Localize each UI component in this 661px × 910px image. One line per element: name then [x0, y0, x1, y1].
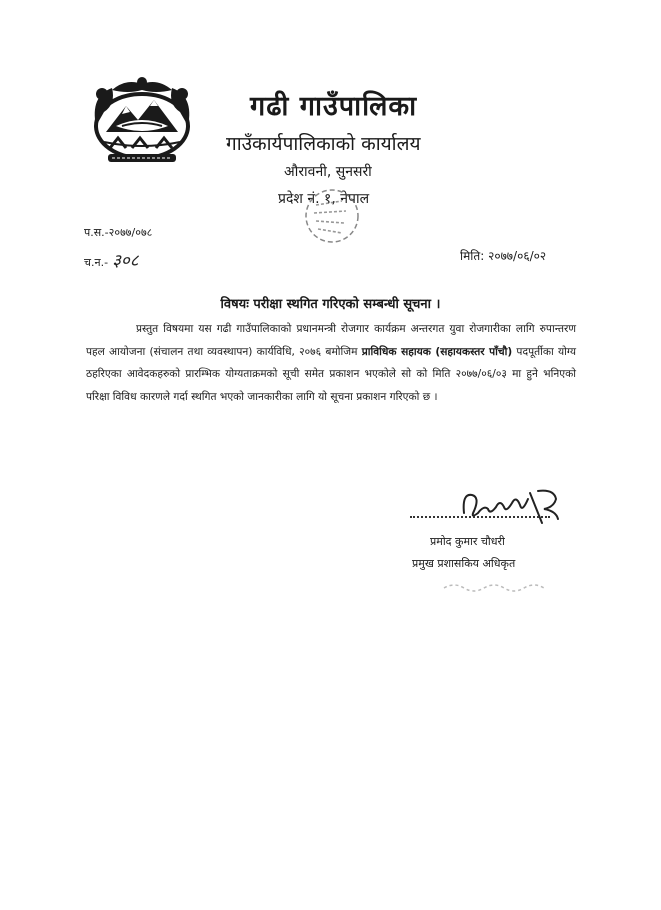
notice-body-part1: प्रस्तुत विषयमा यस गढी गाउँपालिकाको प्रधानमन्त्री रोजगार कार्यक्रम अन्तरगत युवा रोजगारीका लागि रुपान्तरण पहल आयोजना (संचालन तथा व्यवस्थापन) कार्यविधि, २०७६ बमोजिम — [86, 323, 576, 358]
signatory-title: प्रमुख प्रशासकिय अधिकृत — [412, 557, 516, 570]
dispatch-number — [84, 248, 139, 271]
handwritten-signature — [458, 483, 568, 529]
notice-body — [86, 318, 576, 409]
office-stamp — [302, 183, 362, 249]
office-address: औरावनी, सुनसरी — [284, 164, 372, 180]
signatory-name: प्रमोद कुमार चौधरी — [430, 535, 505, 548]
dispatch-number-label: च.न.- — [84, 256, 109, 269]
letter-date: मिति: २०७७/०६/०२ — [460, 249, 547, 263]
letter-subject: विषयः परीक्षा स्थगित गरिएको सम्बन्धी सूचना । — [220, 297, 441, 312]
letter-reference-number: प.स.-२०७७/०७८ — [84, 226, 153, 239]
notice-body-position: प्राविधिक सहायक (सहायकस्तर पाँचौ) — [361, 345, 513, 358]
faded-stamp-mark — [440, 578, 550, 598]
nepal-emblem-logo — [82, 76, 202, 172]
dispatch-number-value: ३०८ — [112, 251, 139, 271]
organization-name: गढी गाउँपालिका — [250, 91, 418, 122]
notice-body-part2: पदपूर्तीका योग्य ठहरिएका आवेदकहरुको प्रारम्भिक योग्यताक्रमको सूची समेत प्रकाशन भएकोले सो को मिति २०७७/०६/०३ मा हुने भनिएको परिक्षा विविध कारणले गर्दा स्थगित भएको जानकारीका लागि यो सूचना प्रकाशन गरिएको छ । — [86, 345, 576, 404]
province-country: प्रदेश नं. १, नेपाल — [278, 191, 370, 207]
signature-line — [410, 512, 550, 518]
office-name: गाउँकार्यपालिकाको कार्यालय — [226, 133, 421, 155]
